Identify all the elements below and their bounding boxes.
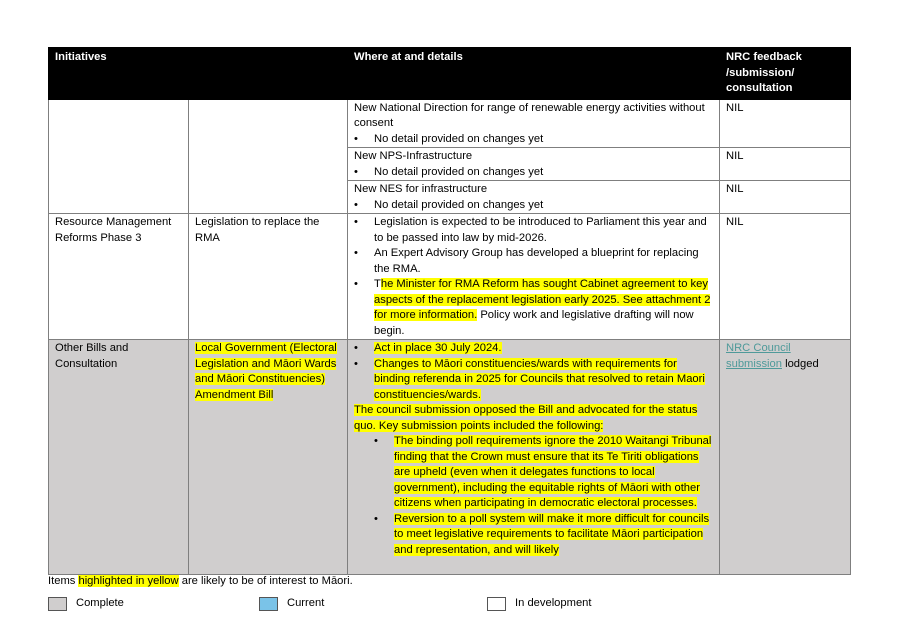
nrc-wrap <box>726 341 844 574</box>
current-swatch <box>259 597 278 611</box>
row-title: New NES for infrastructure <box>354 183 488 195</box>
legend-label: In development <box>515 597 592 609</box>
nrc-cell <box>720 340 851 575</box>
highlight-note <box>48 574 353 590</box>
highlighted-text: he Minister for RMA Reform has sought Cabinet agreement to key aspects of the replacement legislation early 2025. See attachment 2 for more information. <box>374 278 711 321</box>
legend-label: Complete <box>76 597 124 609</box>
sub-initiative-cell <box>189 340 348 575</box>
legend-complete <box>48 596 124 612</box>
nrc-cell: NIL <box>720 99 851 148</box>
header-initiatives: Initiatives <box>49 48 348 100</box>
nrc-cell: NIL <box>720 148 851 181</box>
initiative-cell: Resource Management Reforms Phase 3 <box>49 214 189 340</box>
highlighted-text: The binding poll requirements ignore the 2010 Waitangi Tribunal finding that the Crown must ensure that its Te Tiriti obligations are upheld (even when it delegates functions to local government), including the equitable rights of Māori with other citizens when participating in democratic electoral processes. <box>394 435 712 509</box>
row-title: New National Direction for range of renewable energy activities without consent <box>354 101 705 129</box>
list-item: • No detail provided on changes yet <box>374 132 713 148</box>
legend-in-development <box>487 596 592 612</box>
in-development-swatch <box>487 597 506 611</box>
empty-sub-cell <box>189 99 348 214</box>
details-cell <box>348 99 720 148</box>
highlighted-text: Act in place 30 July 2024. <box>374 342 502 354</box>
highlighted-text: Reversion to a poll system will make it more difficult for councils to meet legislative requirements to facilitate Māori participation and representation, and will likely <box>394 512 710 556</box>
list-item: • Legislation is expected to be introduced to Parliament this year and to be passed into law by mid-2026. <box>374 215 713 246</box>
details-cell <box>348 181 720 214</box>
submission-paragraph <box>354 403 713 434</box>
header-nrc: NRC feedback /submission/ consultation <box>720 48 851 100</box>
sub-initiative-cell: Legislation to replace the RMA <box>189 214 348 340</box>
highlighted-text: The council submission opposed the Bill and advocated for the status quo. Key submission points included the following: <box>354 404 698 432</box>
row-title: New NPS-Infrastructure <box>354 150 473 162</box>
legend-label: Current <box>287 597 325 609</box>
bullet-text: Policy work and legislative drafting will now begin. <box>374 309 694 337</box>
list-item: • No detail provided on changes yet <box>374 165 713 181</box>
list-item <box>374 341 713 357</box>
highlighted-text: Changes to Māori constituencies/wards with requirements for binding referenda in 2025 for Councils that resolved to retain Maori constituencies/wards. <box>374 357 705 401</box>
nrc-council-submission-link[interactable]: NRC Council submission <box>726 342 791 370</box>
list-item <box>374 357 713 404</box>
sub-initiative-wrap <box>195 341 341 574</box>
initiative-text: Other Bills and Consultation <box>55 342 129 370</box>
list-item <box>394 434 713 512</box>
note-text: are likely to be of interest to Māori. <box>178 575 353 587</box>
complete-swatch <box>48 597 67 611</box>
header-row <box>49 48 851 100</box>
note-text: Items <box>48 575 79 587</box>
list-item: • No detail provided on changes yet <box>374 198 713 214</box>
details-wrap <box>354 341 713 574</box>
initiatives-table <box>48 47 851 575</box>
bullet-text: T <box>374 278 381 290</box>
nrc-cell: NIL <box>720 181 851 214</box>
list-item <box>374 277 713 339</box>
empty-initiative-cell <box>49 99 189 214</box>
details-cell <box>348 148 720 181</box>
details-cell <box>348 340 720 575</box>
table-row-other <box>49 340 851 575</box>
initiative-cell <box>49 340 189 575</box>
table-row-rma <box>49 214 851 340</box>
legend-current <box>259 596 324 612</box>
header-where: Where at and details <box>348 48 720 100</box>
table-row <box>49 99 851 148</box>
list-item <box>394 512 713 559</box>
highlighted-text: Local Government (Electoral Legislation and Māori Wards and Māori Constituencies) Amendment Bill <box>195 342 337 401</box>
nrc-cell: NIL <box>720 214 851 340</box>
nrc-text: lodged <box>781 357 819 370</box>
details-cell <box>348 214 720 340</box>
list-item: • An Expert Advisory Group has developed a blueprint for replacing the RMA. <box>374 246 713 277</box>
highlighted-text: highlighted in yellow <box>78 575 179 587</box>
